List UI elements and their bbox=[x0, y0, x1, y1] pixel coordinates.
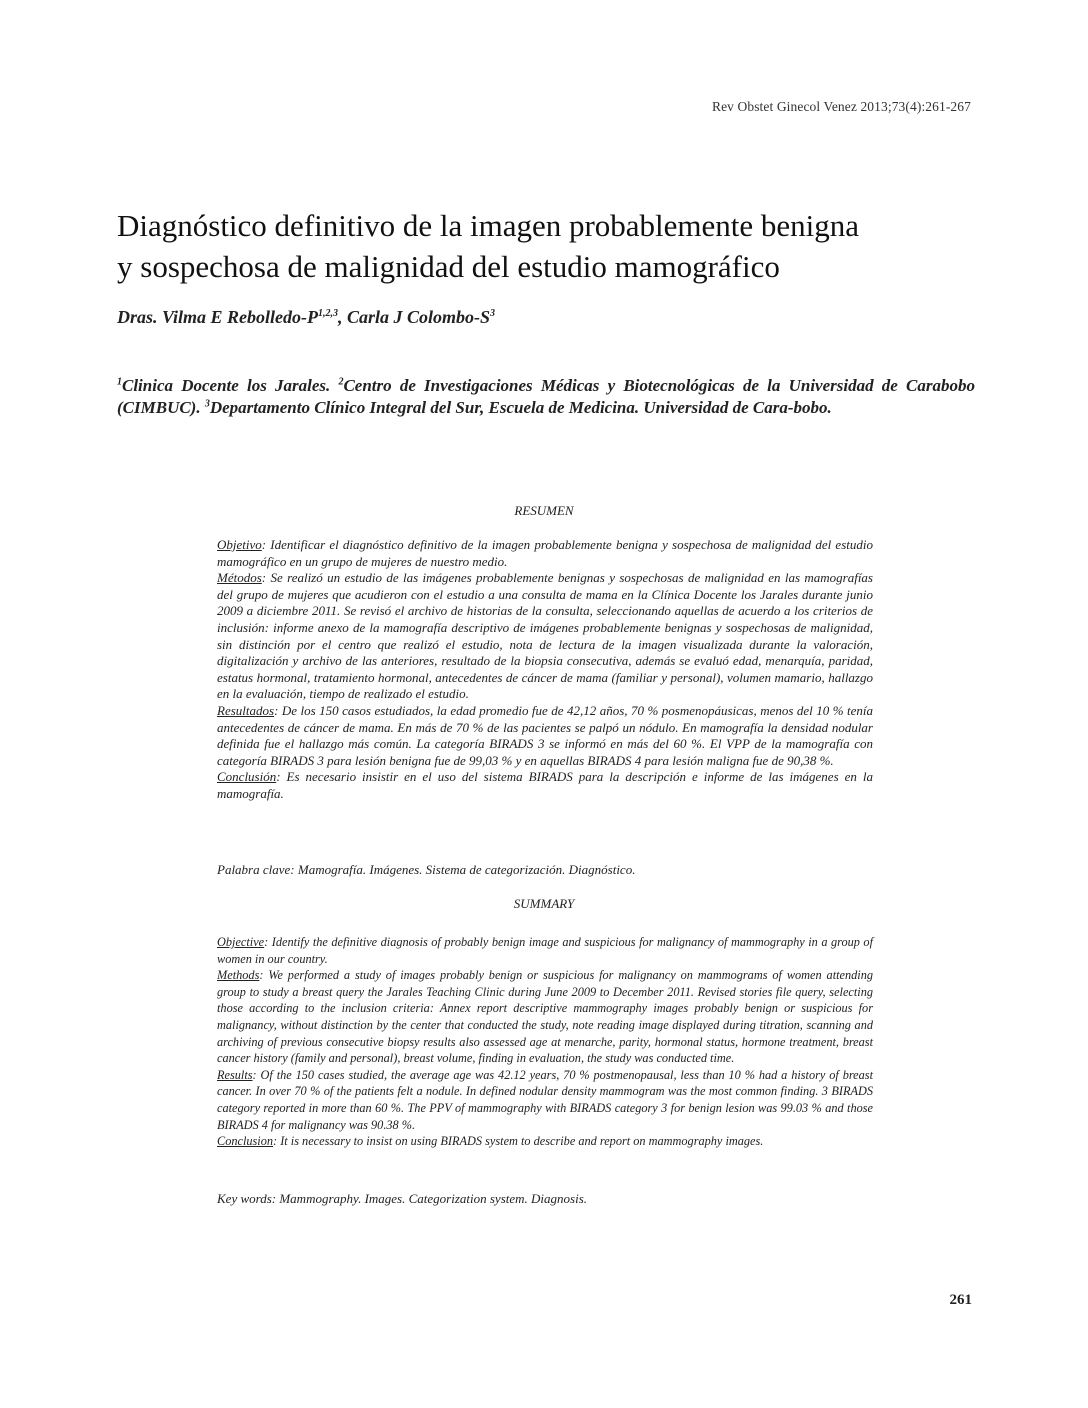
conclusion-label-en: Conclusion bbox=[217, 1134, 274, 1149]
resultados-label: Resultados bbox=[217, 702, 275, 718]
affiliation-mark: 2 bbox=[338, 376, 344, 388]
page-number: 261 bbox=[949, 1292, 972, 1308]
conclusion-label: Conclusión bbox=[217, 769, 277, 785]
methods-label: Methods bbox=[217, 968, 260, 983]
summary-heading: SUMMARY bbox=[513, 896, 575, 911]
article-title bbox=[117, 205, 987, 287]
objetivo-text: : Identificar el diagnóstico definitivo de la imagen probablemente benigna y sospechosa de malignidad del estudio mamográfico en un grupo de mujeres de nuestro medio. bbox=[217, 537, 873, 569]
conclusion-text-en: : It is necessary to insist on using BIRADS system to describe and report on mammography images. bbox=[273, 1134, 764, 1149]
journal-citation: Rev Obstet Ginecol Venez 2013;73(4):261-267 bbox=[711, 99, 971, 114]
summary-conclusion bbox=[217, 1133, 873, 1150]
author-affiliation-mark: 1,2,3 bbox=[318, 308, 339, 319]
affiliation-text: Departamento Clínico Integral del Sur, Escuela de Medicina. Universidad de Cara-bobo. bbox=[209, 398, 832, 417]
objective-text: : Identify the definitive diagnosis of probably benign image and suspicious for malignancy of mammography in a group of women in our country. bbox=[217, 935, 873, 966]
summary-methods bbox=[217, 967, 873, 1067]
author-name: Carla J Colombo-S bbox=[347, 307, 491, 327]
metodos-label: Métodos bbox=[217, 570, 262, 586]
affiliation-text: Clinica Docente los Jarales. bbox=[122, 376, 339, 395]
resumen-metodos bbox=[217, 570, 873, 703]
article-title-line-1: Diagnóstico definitivo de la imagen probablemente benigna bbox=[117, 208, 860, 243]
methods-text: : We performed a study of images probably benign or suspicious for malignancy on mammograms of women attending group to study a breast query the Jarales Teaching Clinic during June 2009 to December 2011. Revised stories file query, selecting those according to the inclusion criteria: Annex report descriptive mammography images probably benign or suspicious for malignancy, without distinction by the center that conducted the study, note reading image displayed during titration, scanning and archiving of previous consecutive biopsy results also assessed age at menarche, parity, hormonal status, hormone treatment, breast cancer history (family and personal), breast volume, finding in evaluation, the study was conducted time. bbox=[217, 968, 873, 1066]
resumen-resultados bbox=[217, 703, 873, 769]
summary-results bbox=[217, 1067, 873, 1133]
results-label: Results bbox=[217, 1067, 253, 1082]
affiliation-text: Centro de Investigaciones Médicas y Biotecnológicas de la Universidad de Carabobo (CIMBUC). bbox=[117, 376, 975, 417]
resultados-text: : De los 150 casos estudiados, la edad promedio fue de 42,12 años, 70 % posmenopáusicas, menos del 10 % tenía antecedentes de cáncer de mama. En más de 70 % de las pacientes se palpó un nódulo. En mamografía la densidad nodular definida fue el hallazgo más común. La categoría BIRADS 3 se informó en más del 60 %. El VPP de la mamografía con categoría BIRADS 3 para lesión benigna fue de 99,03 % y en aquellas BIRADS 4 para lesión maligna fue de 90,38 %. bbox=[217, 702, 873, 768]
resumen-keywords: Palabra clave: Mamografía. Imágenes. Sistema de categorización. Diagnóstico. bbox=[217, 862, 636, 877]
article-title-line-2: y sospechosa de malignidad del estudio mamográfico bbox=[117, 249, 780, 284]
affiliations bbox=[117, 375, 975, 419]
conclusion-text: : Es necesario insistir en el uso del sistema BIRADS para la descripción e informe de las imágenes en la mamografía. bbox=[217, 769, 873, 801]
summary-keywords: Key words: Mammography. Images. Categorization system. Diagnosis. bbox=[217, 1191, 588, 1206]
resumen-body bbox=[217, 537, 873, 803]
author-list bbox=[117, 307, 495, 328]
author-name: Dras. Vilma E Rebolledo-P bbox=[117, 307, 319, 327]
affiliation-mark: 1 bbox=[117, 376, 122, 388]
metodos-text: : Se realizó un estudio de las imágenes probablemente benignas y sospechosas de malignidad en las mamografías del grupo de mujeres que acudieron con el estudio a una consulta de mama en la Clínica Docente los Jarales durante junio 2009 a diciembre 2011. Se revisó el archivo de historias de la consulta, seleccionando aquellas de acuerdo a los criterios de inclusión: informe anexo de la mamografía descriptivo de imágenes probablemente benignas y sospechosas de malignidad, sin distinción por el centro que realizó el estudio, nota de lectura de la imagen visualizada durante la valoración, digitalización y archivo de las anteriores, resultado de la biopsia consecutiva, además se evaluó edad, menarquía, paridad, estatus hormonal, tratamiento hormonal, antecedentes de cáncer de mama (familiar y personal), volumen mamario, hallazgo en la evaluación, tiempo de realizado el estudio. bbox=[217, 570, 873, 702]
objetivo-label: Objetivo bbox=[217, 537, 262, 552]
results-text: : Of the 150 cases studied, the average age was 42.12 years, 70 % postmenopausal, less than 10 % had a history of breast cancer. In over 70 % of the patients felt a nodule. In defined nodular density mammogram was the most common finding. 3 BIRADS category reported in more than 60 %. The PPV of mammography with BIRADS category 3 for benign lesion was 99.03 % and those BIRADS 4 for malignancy was 90.38 %. bbox=[217, 1067, 873, 1132]
resumen-objetivo bbox=[217, 537, 873, 570]
summary-objective bbox=[217, 934, 873, 967]
author-affiliation-mark: 3 bbox=[490, 308, 496, 319]
resumen-heading: RESUMEN bbox=[514, 503, 574, 518]
summary-body bbox=[217, 934, 873, 1150]
author-separator: , bbox=[338, 307, 348, 327]
objective-label: Objective bbox=[217, 935, 265, 949]
resumen-conclusion bbox=[217, 769, 873, 802]
affiliation-mark: 3 bbox=[204, 398, 210, 410]
